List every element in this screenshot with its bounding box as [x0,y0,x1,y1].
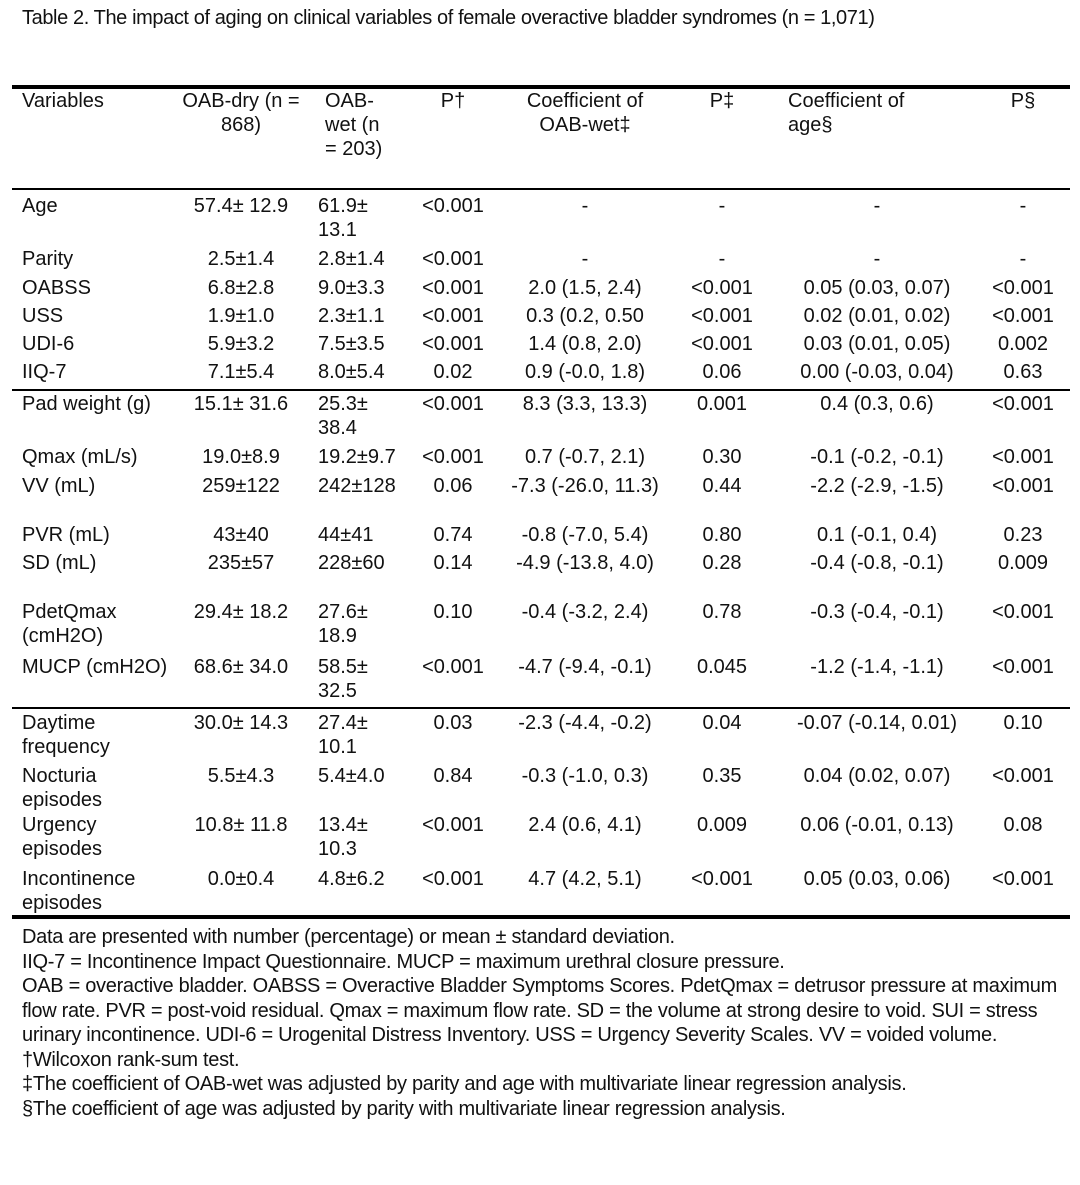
table-cell: 0.03 (0.01, 0.05) [803,333,951,355]
table-cell: <0.001 [422,868,484,890]
table-cell: 0.23 [1003,524,1043,546]
table-cell: -0.3 (-1.0, 0.3) [521,765,649,787]
row-label: USS [22,305,64,327]
table-cell: 5.4±4.0 [318,765,385,787]
table-cell: 5.5±4.3 [207,765,275,787]
row-label: Nocturia episodes [22,765,103,811]
row-label: IIQ-7 [22,361,67,383]
column-header: P§ [1010,90,1036,112]
table-cell: 4.8±6.2 [318,868,385,890]
table-cell: 235±57 [207,552,275,574]
table-cell: 0.009 [696,814,748,836]
footnote: †Wilcoxon rank-sum test. [22,1048,240,1071]
table-cell: 15.1± 31.6 [193,393,289,415]
table-cell: <0.001 [422,656,484,678]
row-label: OABSS [22,277,91,299]
table-cell: 0.06 [702,361,742,383]
table-cell: 0.045 [696,656,748,678]
table-cell: 5.9±3.2 [207,333,275,355]
table-cell: 1.9±1.0 [207,305,275,327]
table-cell: 0.63 [1003,361,1043,383]
bottom-rule [12,915,1070,919]
table-cell: 2.3±1.1 [318,305,385,327]
row-label: PdetQmax (cmH2O) [22,601,117,647]
table-cell: 7.5±3.5 [318,333,385,355]
table-cell: 0.08 [1003,814,1043,836]
table-cell: 0.35 [702,765,742,787]
table-cell: - [1019,195,1027,217]
table-cell: -2.2 (-2.9, -1.5) [810,475,944,497]
table-cell: -0.3 (-0.4, -0.1) [810,601,944,623]
table-cell: <0.001 [992,446,1054,468]
row-label: Daytime frequency [22,712,110,758]
table-cell: 0.05 (0.03, 0.06) [803,868,951,890]
table-cell: 9.0±3.3 [318,277,385,299]
table-cell: -4.7 (-9.4, -0.1) [518,656,652,678]
table-cell: 0.02 (0.01, 0.02) [803,305,951,327]
row-label: Urgency episodes [22,814,103,860]
table-cell: 0.03 [433,712,473,734]
table-cell: 2.0 (1.5, 2.4) [528,277,642,299]
table-cell: <0.001 [992,868,1054,890]
table-cell: <0.001 [422,195,484,217]
table-cell: - [581,195,589,217]
table-cell: 0.009 [997,552,1049,574]
row-label: Pad weight (g) [22,393,151,415]
table-cell: -4.9 (-13.8, 4.0) [516,552,654,574]
table-cell: <0.001 [422,305,484,327]
section-rule-2 [12,707,1070,709]
table-cell: <0.001 [992,475,1054,497]
column-header: OAB-wet (n = 203) [325,90,383,160]
table-cell: <0.001 [422,277,484,299]
footnote: ‡The coefficient of OAB-wet was adjusted by parity and age with multivariate linear regression analysis. [22,1073,907,1095]
table-cell: 259±122 [202,475,280,497]
row-label: Age [22,195,58,217]
table-cell: 0.001 [696,393,748,415]
table-cell: 61.9± 13.1 [318,195,368,241]
row-label: UDI-6 [22,333,75,355]
table-cell: -0.07 (-0.14, 0.01) [796,712,958,734]
column-header: P‡ [709,90,735,112]
table-cell: - [1019,248,1027,270]
column-header: Variables [22,90,104,112]
table-cell: 228±60 [318,552,385,574]
table-cell: 0.4 (0.3, 0.6) [820,393,934,415]
table-cell: 0.9 (-0.0, 1.8) [524,361,646,383]
column-header: Coefficient of OAB-wet‡ [526,90,644,136]
table-cell: -7.3 (-26.0, 11.3) [511,475,659,497]
table-cell: <0.001 [691,333,753,355]
footnote: §The coefficient of age was adjusted by parity with multivariate linear regression analysis. [22,1097,786,1120]
table-cell: <0.001 [422,333,484,355]
table-cell: 2.5±1.4 [207,248,275,270]
table-cell: 2.8±1.4 [318,248,385,270]
row-label: SD (mL) [22,552,97,574]
table-cell: 10.8± 11.8 [194,814,288,836]
table-cell: -0.1 (-0.2, -0.1) [810,446,944,468]
table-cell: 0.30 [702,446,742,468]
table-cell: <0.001 [422,393,484,415]
table-cell: 2.4 (0.6, 4.1) [528,814,642,836]
table-cell: 8.0±5.4 [318,361,385,383]
table-cell: 0.3 (0.2, 0.50 [526,305,644,327]
table-cell: 0.10 [433,601,473,623]
row-label: PVR (mL) [22,524,110,546]
table-cell: 6.8±2.8 [207,277,275,299]
table-cell: 0.80 [702,524,742,546]
table-cell: 0.06 (-0.01, 0.13) [800,814,954,836]
table-cell: 1.4 (0.8, 2.0) [528,333,642,355]
column-header: OAB-dry (n = 868) [182,90,300,136]
table-cell: -0.8 (-7.0, 5.4) [521,524,649,546]
table-cell: 7.1±5.4 [207,361,275,383]
table-cell: 0.04 (0.02, 0.07) [803,765,951,787]
table-cell: - [581,248,589,270]
table-cell: 19.2±9.7 [318,446,396,468]
table-cell: 0.74 [433,524,473,546]
column-header: P† [440,90,466,112]
table-cell: - [873,195,881,217]
footnote: Data are presented with number (percentage) or mean ± standard deviation. [22,926,675,948]
table-cell: 0.7 (-0.7, 2.1) [524,446,646,468]
table-cell: 0.02 [433,361,473,383]
column-header: Coefficient of age§ [788,90,905,136]
table-title: Table 2. The impact of aging on clinical variables of female overactive bladder syndromes (n = 1,071) [22,7,875,29]
footnote: IIQ-7 = Incontinence Impact Questionnaire. MUCP = maximum urethral closure pressure. [22,950,785,973]
table-cell: <0.001 [992,656,1054,678]
row-label: Parity [22,248,74,270]
table-cell: -1.2 (-1.4, -1.1) [810,656,944,678]
table-cell: 13.4± 10.3 [318,814,368,860]
table-cell: 27.6± 18.9 [318,601,368,647]
table-cell: 0.10 [1003,712,1043,734]
row-label: Qmax (mL/s) [22,446,138,468]
table-cell: 25.3± 38.4 [318,393,368,439]
header-rule [12,188,1070,190]
table-cell: -0.4 (-0.8, -0.1) [810,552,944,574]
table-cell: 0.14 [433,552,473,574]
table-cell: <0.001 [992,765,1054,787]
table-cell: 27.4± 10.1 [318,712,368,758]
table-cell: 0.1 (-0.1, 0.4) [816,524,938,546]
table-cell: 0.06 [433,475,473,497]
footnotes [22,925,1062,1121]
table-cell: 8.3 (3.3, 13.3) [522,393,648,415]
table-cell: 29.4± 18.2 [193,601,289,623]
table-cell: <0.001 [422,248,484,270]
table-cell: 68.6± 34.0 [193,656,289,678]
table-cell: 4.7 (4.2, 5.1) [528,868,642,890]
table-cell: 0.00 (-0.03, 0.04) [800,361,954,383]
table-cell: 0.002 [997,333,1049,355]
table-cell: -2.3 (-4.4, -0.2) [518,712,652,734]
table-cell: <0.001 [691,277,753,299]
row-label: MUCP (cmH2O) [22,656,168,678]
table-cell: 0.04 [702,712,742,734]
table-cell: <0.001 [992,305,1054,327]
table-cell: <0.001 [691,305,753,327]
table-cell: 30.0± 14.3 [193,712,289,734]
table-cell: 0.05 (0.03, 0.07) [803,277,951,299]
table-cell: <0.001 [992,601,1054,623]
table-cell: 0.0±0.4 [207,868,275,890]
table-cell: - [873,248,881,270]
table-cell: <0.001 [422,814,484,836]
row-label: VV (mL) [22,475,96,497]
table-cell: 58.5± 32.5 [318,656,368,702]
table-cell: 0.84 [433,765,473,787]
table-cell: 44±41 [318,524,374,546]
table-cell: <0.001 [422,446,484,468]
table-cell: <0.001 [992,393,1054,415]
table-cell: 0.78 [702,601,742,623]
table-cell: 242±128 [318,475,396,497]
table-cell: 19.0±8.9 [202,446,280,468]
row-label: Incontinence episodes [22,868,136,914]
table-cell: - [718,248,726,270]
table-cell: <0.001 [691,868,753,890]
section-rule-1 [12,389,1070,391]
table-cell: 43±40 [213,524,269,546]
table-cell: 0.44 [702,475,742,497]
table-cell: - [718,195,726,217]
table-cell: <0.001 [992,277,1054,299]
table-cell: -0.4 (-3.2, 2.4) [521,601,649,623]
table-cell: 0.28 [702,552,742,574]
table-cell: 57.4± 12.9 [193,195,289,217]
footnote: OAB = overactive bladder. OABSS = Overactive Bladder Symptoms Scores. PdetQmax = detrusor pressure at maximum flow rate. PVR = post-void residual. Qmax = maximum flow rate. SD = the volume at strong desire to void. SUI = stress urinary incontinence. UDI-6 = Urogenital Distress Inventory. USS = Urgency Severity Scales. VV = voided volume. [22,975,1057,1046]
